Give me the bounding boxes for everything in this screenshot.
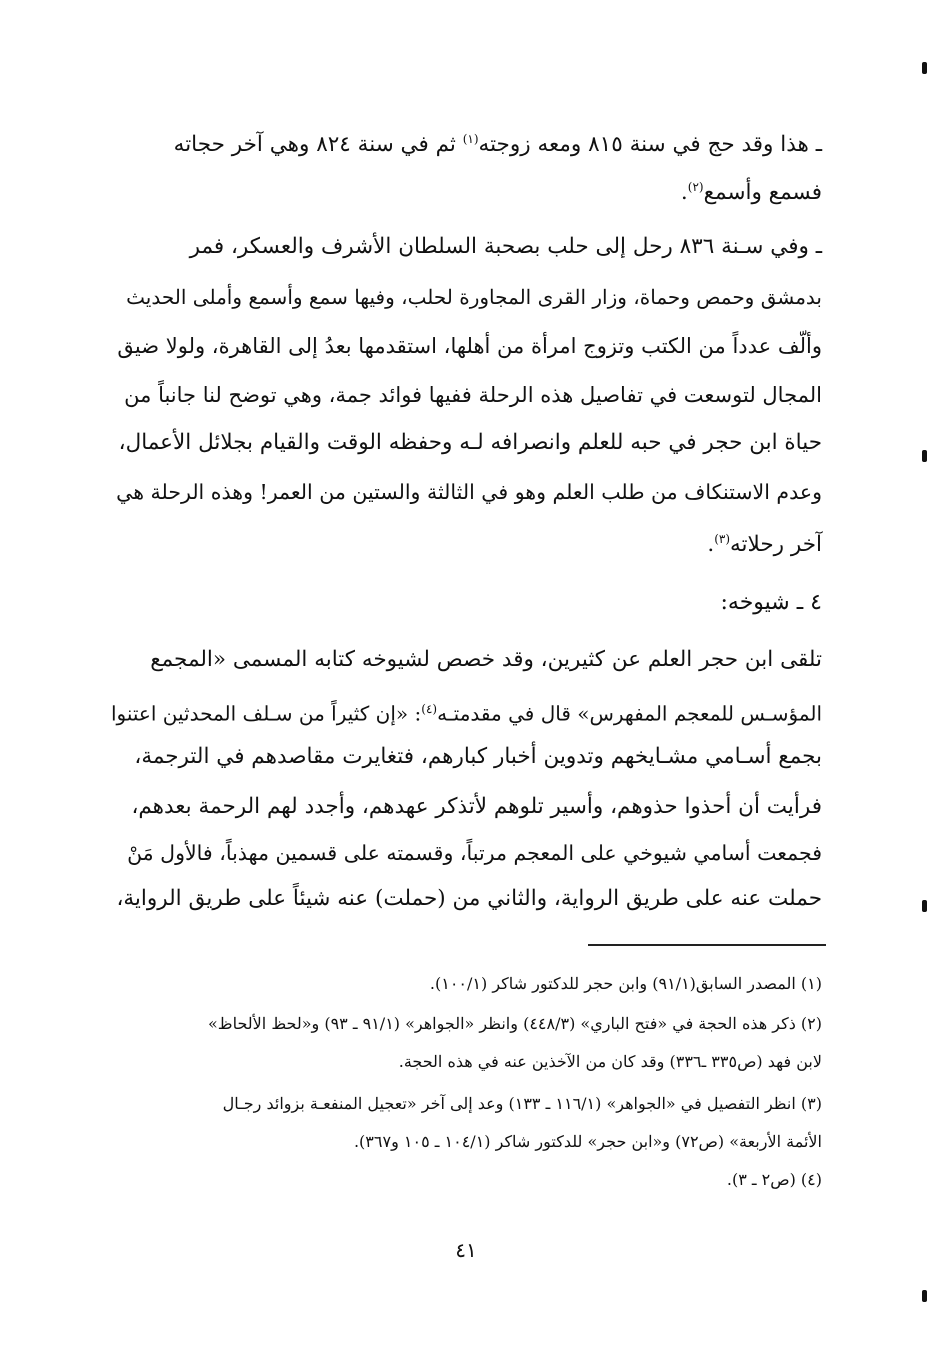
text-line: فرأيت أن أحذوا حذوهم، وأسير تلوهم لأتذكر عهدهم، وأجدد لهم الرحمة بعدهم،	[131, 794, 822, 819]
text-line	[112, 172, 822, 208]
footnote-ref: (٣)	[714, 532, 731, 546]
scan-edge-mark	[922, 450, 927, 462]
period: .	[707, 532, 715, 558]
section-heading: ٤ ـ شيوخه:	[720, 590, 822, 615]
text-line: حياة ابن حجر في حبه للعلم وانصرافه لـه وحفظه الوقت والقيام بجلائل الأعمال،	[118, 430, 822, 455]
footnote-3: (٣) انظر التفصيل في «الجواهر» (١١٦/١ ـ ١٣٣) وعد إلى آخر «تعجيل المنفعـة بزوائد رجـال	[222, 1094, 822, 1113]
text-line: فجمعت أسامي شيوخي على المعجم مرتباً، وقسمته على قسمين مهذباً، فالأول مَنْ	[127, 841, 822, 865]
text-line: وألّف عدداً من الكتب وتزوج امرأة من أهلها، استقدمها بعدُ إلى القاهرة، ولولا ضيق	[117, 334, 822, 358]
footnote-1: (١) المصدر السابق(٩١/١) وابن حجر للدكتور شاكر (١٠٠/١).	[429, 974, 822, 993]
scan-edge-mark	[922, 900, 927, 912]
scan-edge-mark	[922, 62, 927, 74]
scan-edge-mark	[922, 1290, 927, 1302]
text-line: حملت عنه على طريق الرواية، والثاني من (حملت) عنه شيئاً على طريق الرواية،	[116, 886, 822, 911]
page-number: ٤١	[455, 1238, 477, 1262]
text-line: ـ وفي سـنة ٨٣٦ رحل إلى حلب بصحبة السلطان الأشرف والعسكر، فمر	[189, 234, 822, 259]
footnote-4: (٤) (ص٢ ـ ٣).	[726, 1170, 822, 1189]
footnote-ref: (٢)	[687, 180, 704, 194]
text-line: وعدم الاستنكاف من طلب العلم وهو في الثالثة والستين من العمر! وهذه الرحلة هي	[116, 480, 822, 504]
text-line: تلقى ابن حجر العلم عن كثيرين، وقد خصص لشيوخه كتابه المسمى «المجمع	[150, 647, 822, 672]
footnote-3-continued: الأئمة الأربعة» (ص٧٢) و«ابن حجر» للدكتور شاكر (١٠٤/١ ـ ١٠٥ و٣٦٧).	[353, 1132, 822, 1151]
period: .	[680, 180, 688, 206]
text-line: المجال لتوسعت في تفاصيل هذه الرحلة ففيها فوائد جمة، وهي توضح لنا جانباً من	[124, 383, 822, 407]
text-line	[112, 694, 822, 729]
text-line	[112, 124, 822, 160]
footnote-2-continued: لابن فهد (ص٣٣٥ ـ٣٣٦) وقد كان من الآخذين عنه في هذه الحجة.	[398, 1052, 822, 1071]
text-segment: : «إن كثيراً من سـلف المحدثين اعتنوا	[110, 701, 422, 726]
footnote-ref: (٤)	[421, 702, 438, 716]
footnote-separator	[588, 944, 826, 946]
text-line	[112, 524, 822, 560]
text-segment: المؤسـس للمعجم المفهرس» قال في مقدمتـه	[437, 701, 822, 726]
text-line: بدمشق وحمص وحماة، وزار القرى المجاورة لحلب، وفيها سمع وأسمع وأملى الحديث	[126, 285, 822, 309]
text-segment: ثم في سنة ٨٢٤ وهي آخر حجاته	[173, 132, 456, 158]
text-segment: ـ هذا وقد حج في سنة ٨١٥ ومعه زوجته	[478, 132, 822, 158]
text-segment: فسمع وأسمع	[703, 180, 822, 206]
text-segment: آخر رحلاته	[730, 532, 822, 558]
footnote-2: (٢) ذكر هذه الحجة في «فتح الباري» (٤٤٨/٣) وانظر «الجواهر» (٩١/١ ـ ٩٣) و«لحظ الألحاظ»	[208, 1014, 822, 1033]
text-line: بجمع أسـامي مشـايخهم وتدوين أخبار كبارهم، فتغايرت مقاصدهم في الترجمة،	[134, 744, 822, 769]
footnote-ref: (١)	[462, 132, 479, 146]
